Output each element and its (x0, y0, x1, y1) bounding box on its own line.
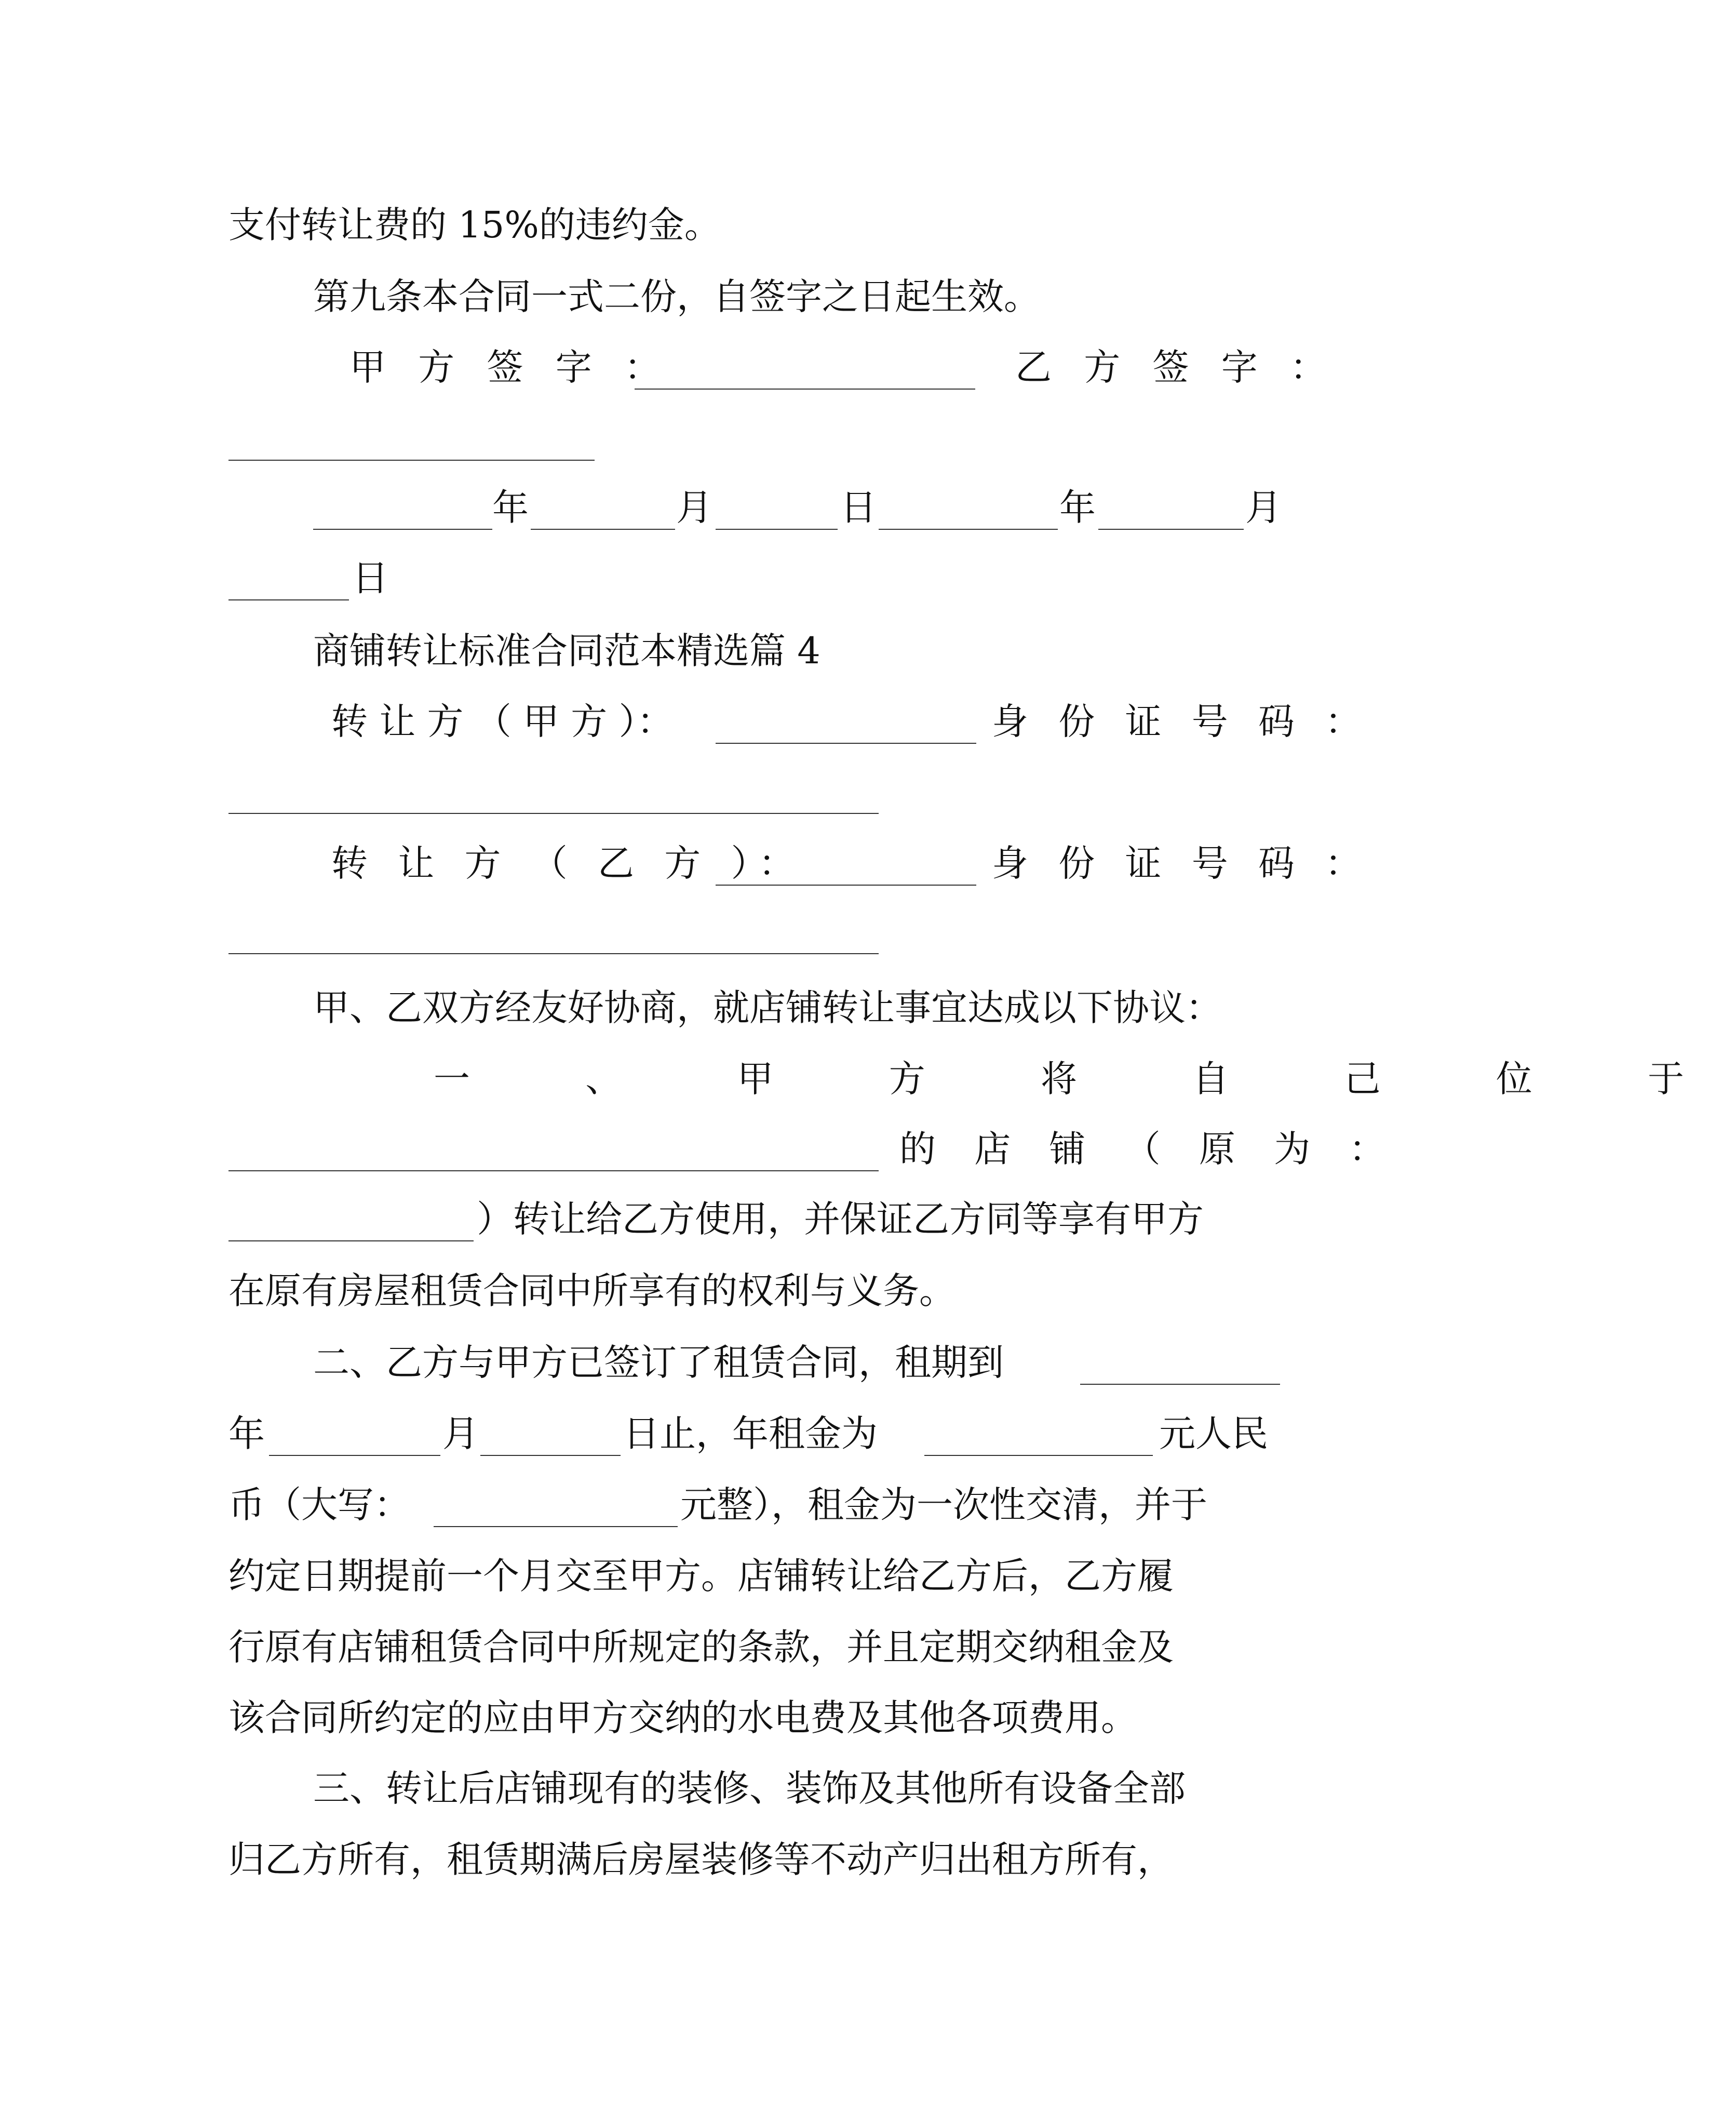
year-label-b: 年 (1059, 486, 1096, 529)
clause-one-end: 在原有房屋租赁合同中所享有的权利与义务。 (228, 1269, 956, 1312)
party-a-label: 转 让 方 （ 甲 方 ）： (331, 700, 674, 743)
year-label: 年 (492, 486, 529, 529)
party-a-month-field[interactable] (531, 498, 675, 530)
party-a-day-field[interactable] (716, 498, 838, 530)
party-a-name-field[interactable] (716, 712, 976, 744)
text-line (228, 204, 721, 246)
month-label: 月 (676, 486, 712, 529)
party-a-year-field[interactable] (313, 498, 492, 530)
day-label: 日 (840, 486, 877, 529)
clause-three-b: 归乙方所有，租赁期满后房屋装修等不动产归出租方所有， (228, 1838, 1174, 1881)
shop-original-label: 的 店 铺 （ 原 为 ： (899, 1128, 1399, 1170)
party-b-signature-field[interactable] (228, 429, 595, 461)
clause-two-e: 该合同所约定的应由甲方交纳的水电费及其他各项费用。 (228, 1696, 1137, 1739)
original-use-field[interactable] (228, 1209, 474, 1241)
text-line (313, 275, 1040, 318)
day-label-b: 日 (352, 557, 388, 599)
lease-end-month-field[interactable] (269, 1424, 440, 1456)
penalty-text: 支付转让费的 15%的违约金。 (228, 204, 721, 246)
party-b-year-field[interactable] (879, 498, 1058, 530)
party-b-id-label: 身 份 证 号 码 ： (992, 842, 1371, 885)
party-b-month-field[interactable] (1098, 498, 1244, 530)
party-b-id-field[interactable] (228, 922, 879, 954)
section-title: 商铺转让标准合同范本精选篇 4 (313, 630, 820, 672)
month-label-b: 月 (1245, 486, 1282, 529)
party-a-id-label: 身 份 证 号 码 ： (992, 700, 1371, 743)
clause-nine: 第九条本合同一式二份，自签字之日起生效。 (313, 275, 1040, 318)
signature-row (349, 346, 671, 389)
party-a-id-field[interactable] (228, 782, 879, 814)
lease-end-day-field[interactable] (480, 1424, 621, 1456)
clause-two-b: 元整），租金为一次性交清，并于 (680, 1483, 1207, 1526)
shop-location-field[interactable] (228, 1139, 879, 1171)
clause-two-a: 二、乙方与甲方已签订了租赁合同，租期到 (313, 1341, 1004, 1384)
capital-label: 币（大写： (228, 1483, 410, 1526)
party-a-signature-label: 甲 方 签 字 ： (349, 346, 671, 389)
lease-month-label: 月 (442, 1412, 479, 1455)
party-b-day-field[interactable] (228, 568, 349, 600)
lease-year-label: 年 (228, 1412, 265, 1455)
party-b-label: 转 让 方 （ 乙 方 ）： (331, 842, 804, 885)
clause-two-d: 行原有店铺租赁合同中所规定的条款，并且定期交纳租金及 (228, 1626, 1174, 1668)
party-b-signature-label: 乙 方 签 字 ： (1015, 346, 1337, 389)
rent-capital-field[interactable] (434, 1495, 678, 1527)
clause-two-c: 约定日期提前一个月交至甲方。店铺转让给乙方后，乙方履 (228, 1555, 1174, 1597)
rmb-label: 元人民 (1159, 1412, 1268, 1455)
clause-one-rest: ）转让给乙方使用，并保证乙方同等享有甲方 (477, 1198, 1204, 1240)
party-a-signature-field[interactable] (635, 357, 975, 390)
signature-row-b (1015, 346, 1337, 389)
clause-one-head: 一 、 甲 方 将 自 己 位 于 (434, 1058, 1736, 1100)
agreement-intro: 甲、乙双方经友好协商，就店铺转让事宜达成以下协议： (313, 986, 1222, 1029)
clause-three-a: 三、转让后店铺现有的装修、装饰及其他所有设备全部 (313, 1767, 1186, 1810)
rent-label: 日止，年租金为 (623, 1412, 878, 1455)
lease-end-year-field[interactable] (1080, 1353, 1280, 1385)
party-b-name-field[interactable] (716, 853, 976, 886)
annual-rent-field[interactable] (924, 1424, 1153, 1456)
